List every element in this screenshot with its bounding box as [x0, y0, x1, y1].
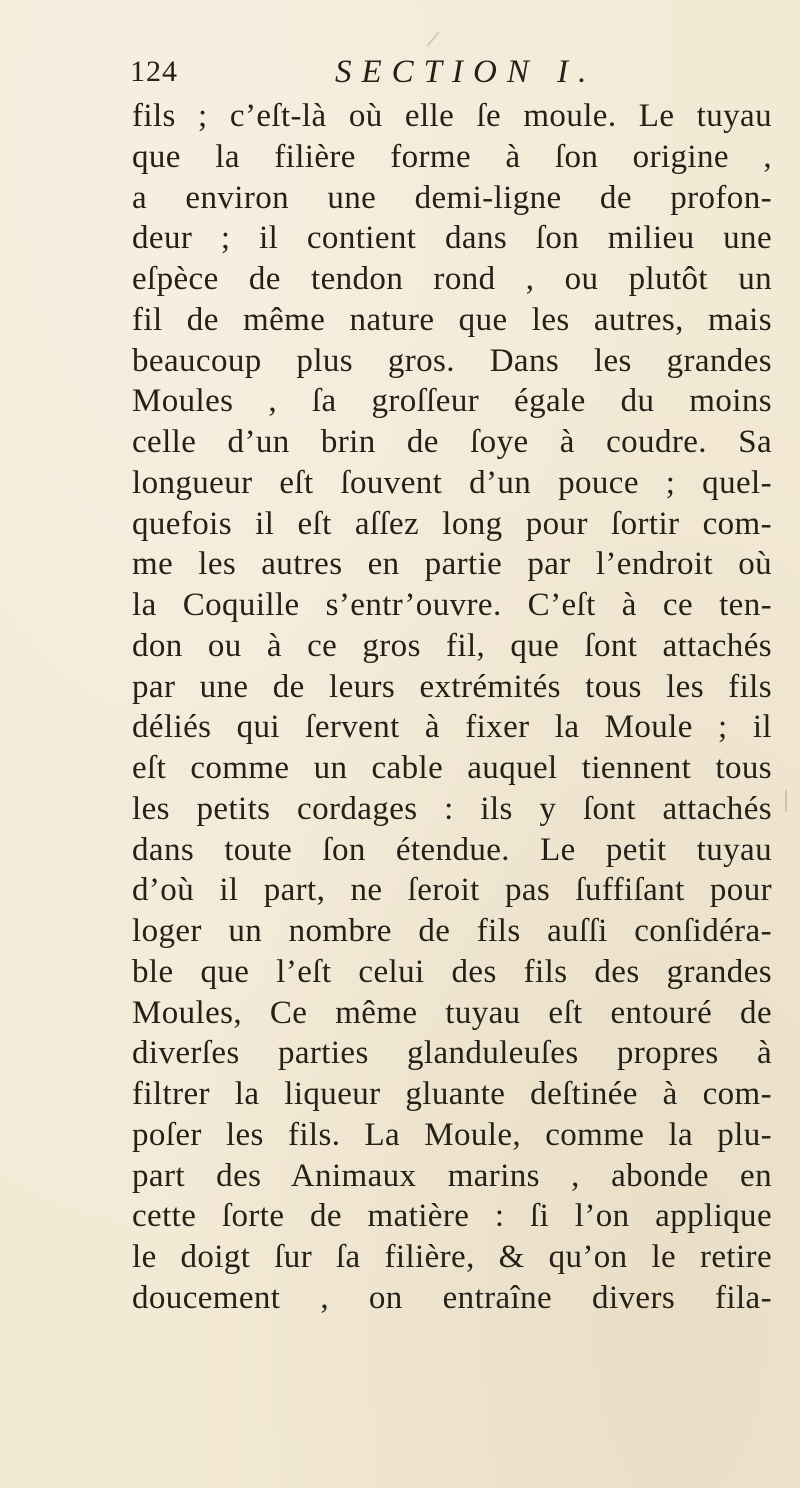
- text-line: poſer les fils. La Moule, comme la plu-: [132, 1116, 772, 1153]
- text-line: d’où il part, ne ſeroit pas ſuffiſant pour: [132, 872, 772, 909]
- page-header: [130, 50, 770, 100]
- text-line: don ou à ce gros fil, que ſont attachés: [132, 627, 772, 664]
- text-line: la Coquille s’entr’ouvre. C’eſt à ce ten-: [132, 587, 772, 623]
- text-line: quefois il eſt aſſez long pour ſortir com-: [132, 505, 772, 542]
- text-line: fils ; c’eſt-là où elle ſe moule. Le tuyau: [132, 98, 772, 134]
- text-line: diverſes parties glanduleuſes propres à: [132, 1035, 772, 1072]
- text-line: que la filière forme à ſon origine ,: [132, 138, 772, 175]
- text-line: part des Animaux marins , abonde en: [132, 1157, 772, 1194]
- text-line: cette ſorte de matière : ſi l’on applique: [132, 1198, 772, 1235]
- text-line: eſpèce de tendon rond , ou plutôt un: [132, 261, 772, 297]
- text-line: déliés qui ſervent à fixer la Moule ; il: [132, 709, 772, 746]
- body-text: [132, 96, 772, 1319]
- text-line: par une de leurs extrémités tous les fils: [132, 668, 772, 705]
- text-line: beaucoup plus gros. Dans les grandes: [132, 342, 772, 379]
- running-head: SECTION I.: [335, 54, 597, 90]
- text-line: me les autres en partie par l’endroit où: [132, 546, 772, 583]
- text-line: Moules, Ce même tuyau eſt entouré de: [132, 994, 772, 1031]
- text-line: les petits cordages : ils y ſont attachés: [132, 790, 772, 827]
- text-line: dans toute ſon étendue. Le petit tuyau: [132, 831, 772, 868]
- paper-mark: [426, 31, 439, 46]
- paper-mark: [785, 790, 787, 812]
- page-number: 124: [130, 55, 178, 88]
- text-line: le doigt ſur ſa filière, & qu’on le retire: [132, 1239, 772, 1275]
- text-line: loger un nombre de fils auſſi conſidéra-: [132, 913, 772, 949]
- text-line: deur ; il contient dans ſon milieu une: [132, 220, 772, 257]
- text-line: a environ une demi-ligne de profon-: [132, 179, 772, 216]
- text-line: longueur eſt ſouvent d’un pouce ; quel-: [132, 464, 772, 501]
- text-line: celle d’un brin de ſoye à coudre. Sa: [132, 424, 772, 460]
- text-line: doucement , on entraîne divers fila-: [132, 1279, 772, 1316]
- text-line: eſt comme un cable auquel tiennent tous: [132, 750, 772, 786]
- text-line: ble que l’eſt celui des fils des grandes: [132, 953, 772, 990]
- text-line: fil de même nature que les autres, mais: [132, 301, 772, 338]
- text-line: filtrer la liqueur gluante deſtinée à com-: [132, 1076, 772, 1112]
- text-line: Moules , ſa groſſeur égale du moins: [132, 383, 772, 420]
